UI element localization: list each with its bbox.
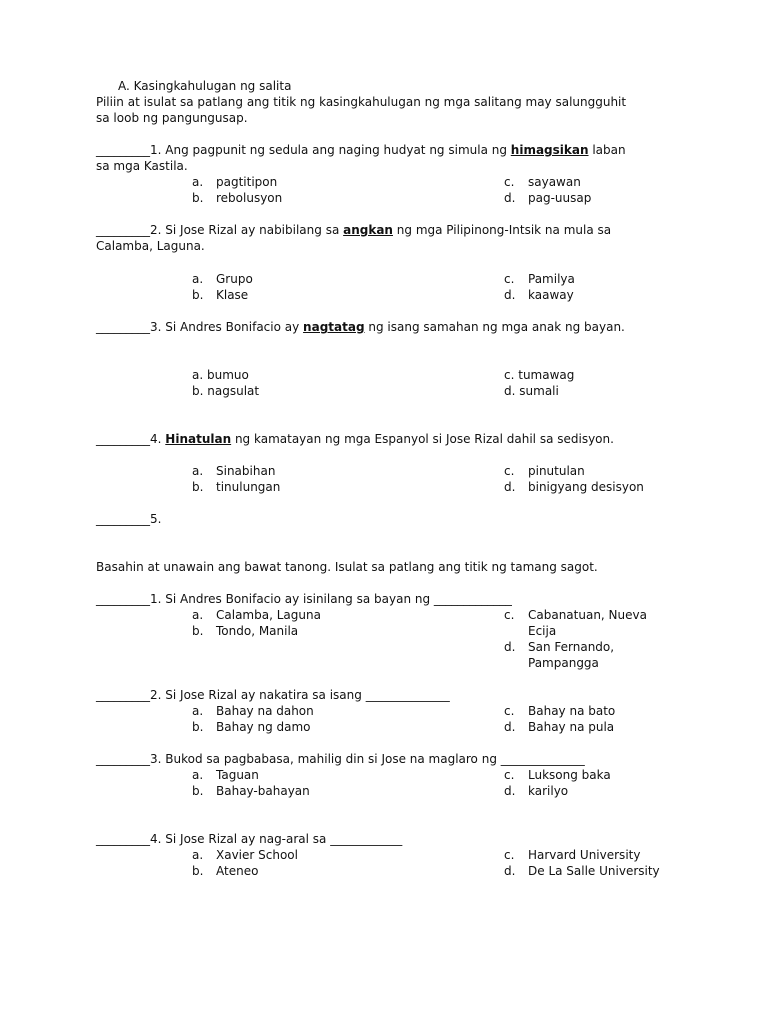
answer-blank[interactable]: _________4. bbox=[96, 432, 162, 446]
question-a4 bbox=[96, 432, 614, 447]
answer-blank[interactable]: _________5. bbox=[96, 512, 162, 526]
option-d: d. San Fernando, bbox=[504, 640, 615, 654]
option-a: a. Calamba, Laguna bbox=[192, 608, 321, 622]
question-text: Si Jose Rizal ay nag-aral sa ____________ bbox=[161, 832, 403, 846]
option-d: d. De La Salle University bbox=[504, 864, 660, 878]
question-a1 bbox=[96, 143, 626, 158]
question-text: ng mga Pilipinong-Intsik na mula sa bbox=[392, 223, 612, 237]
question-a2-line2: Calamba, Laguna. bbox=[96, 239, 205, 253]
question-text: Si Andres Bonifacio ay isinilang sa bayan ng _____________ bbox=[161, 592, 512, 606]
answer-blank[interactable]: _________2. bbox=[96, 223, 162, 237]
question-b2 bbox=[96, 688, 450, 703]
option-a: a. Sinabihan bbox=[192, 464, 276, 478]
option-c: c. Pamilya bbox=[504, 272, 575, 286]
option-b: b. Klase bbox=[192, 288, 249, 302]
option-c: c. Bahay na bato bbox=[504, 704, 616, 718]
option-c: c. Harvard University bbox=[504, 848, 641, 862]
question-text: Bukod sa pagbabasa, mahilig din si Jose na maglaro ng ______________ bbox=[161, 752, 585, 766]
option-b: b. Bahay-bahayan bbox=[192, 784, 310, 798]
answer-blank[interactable]: _________3. bbox=[96, 320, 162, 334]
option-b: b. Bahay ng damo bbox=[192, 720, 311, 734]
option-d: d. karilyo bbox=[504, 784, 569, 798]
option-a: a. bumuo bbox=[192, 368, 249, 382]
option-c: c. Luksong baka bbox=[504, 768, 611, 782]
underlined-word: Hinatulan bbox=[165, 432, 232, 446]
option-d: d. binigyang desisyon bbox=[504, 480, 644, 494]
answer-blank[interactable]: _________2. bbox=[96, 688, 162, 702]
option-b: b. nagsulat bbox=[192, 384, 260, 398]
question-text: laban bbox=[588, 143, 626, 157]
section-b-instruction: Basahin at unawain ang bawat tanong. Isulat sa patlang ang titik ng tamang sagot. bbox=[96, 560, 598, 574]
question-text: Si Jose Rizal ay nabibilang sa bbox=[161, 223, 344, 237]
question-text: ng isang samahan ng mga anak ng bayan. bbox=[364, 320, 625, 334]
question-a2 bbox=[96, 223, 611, 238]
option-d-line2: Pampangga bbox=[528, 656, 599, 670]
option-a: a. Grupo bbox=[192, 272, 253, 286]
option-c: c. tumawag bbox=[504, 368, 575, 382]
underlined-word: nagtatag bbox=[303, 320, 365, 334]
answer-blank[interactable]: _________1. bbox=[96, 592, 162, 606]
question-b3 bbox=[96, 752, 585, 767]
question-b4 bbox=[96, 832, 402, 847]
question-text: ng kamatayan ng mga Espanyol si Jose Rizal dahil sa sedisyon. bbox=[231, 432, 614, 446]
answer-blank[interactable]: _________1. bbox=[96, 143, 162, 157]
question-a5 bbox=[96, 512, 161, 527]
option-d: d. sumali bbox=[504, 384, 559, 398]
section-a-instruction-line1: Piliin at isulat sa patlang ang titik ng kasingkahulugan ng mga salitang may salungguhit bbox=[96, 95, 627, 109]
option-a: a. Bahay na dahon bbox=[192, 704, 314, 718]
option-c-line2: Ecija bbox=[528, 624, 557, 638]
option-b: b. tinulungan bbox=[192, 480, 281, 494]
option-c: c. pinutulan bbox=[504, 464, 585, 478]
question-a1-line2: sa mga Kastila. bbox=[96, 159, 188, 173]
option-a: a. pagtitipon bbox=[192, 175, 278, 189]
option-d: d. Bahay na pula bbox=[504, 720, 615, 734]
question-text: Si Jose Rizal ay nakatira sa isang ______________ bbox=[161, 688, 450, 702]
question-b1 bbox=[96, 592, 512, 607]
question-text: Ang pagpunit ng sedula ang naging hudyat ng simula ng bbox=[161, 143, 511, 157]
option-a: a. Taguan bbox=[192, 768, 259, 782]
answer-blank[interactable]: _________3. bbox=[96, 752, 162, 766]
option-d: d. kaaway bbox=[504, 288, 574, 302]
answer-blank[interactable]: _________4. bbox=[96, 832, 162, 846]
underlined-word: himagsikan bbox=[510, 143, 589, 157]
section-a-heading: A. Kasingkahulugan ng salita bbox=[118, 79, 292, 93]
option-b: b. rebolusyon bbox=[192, 191, 283, 205]
option-c: c. Cabanatuan, Nueva bbox=[504, 608, 647, 622]
option-b: b. Tondo, Manila bbox=[192, 624, 299, 638]
option-a: a. Xavier School bbox=[192, 848, 298, 862]
question-a3 bbox=[96, 320, 625, 335]
option-d: d. pag-uusap bbox=[504, 191, 592, 205]
section-a-instruction-line2: sa loob ng pangungusap. bbox=[96, 111, 248, 125]
underlined-word: angkan bbox=[343, 223, 393, 237]
option-c: c. sayawan bbox=[504, 175, 581, 189]
option-b: b. Ateneo bbox=[192, 864, 259, 878]
question-text: Si Andres Bonifacio ay bbox=[161, 320, 304, 334]
